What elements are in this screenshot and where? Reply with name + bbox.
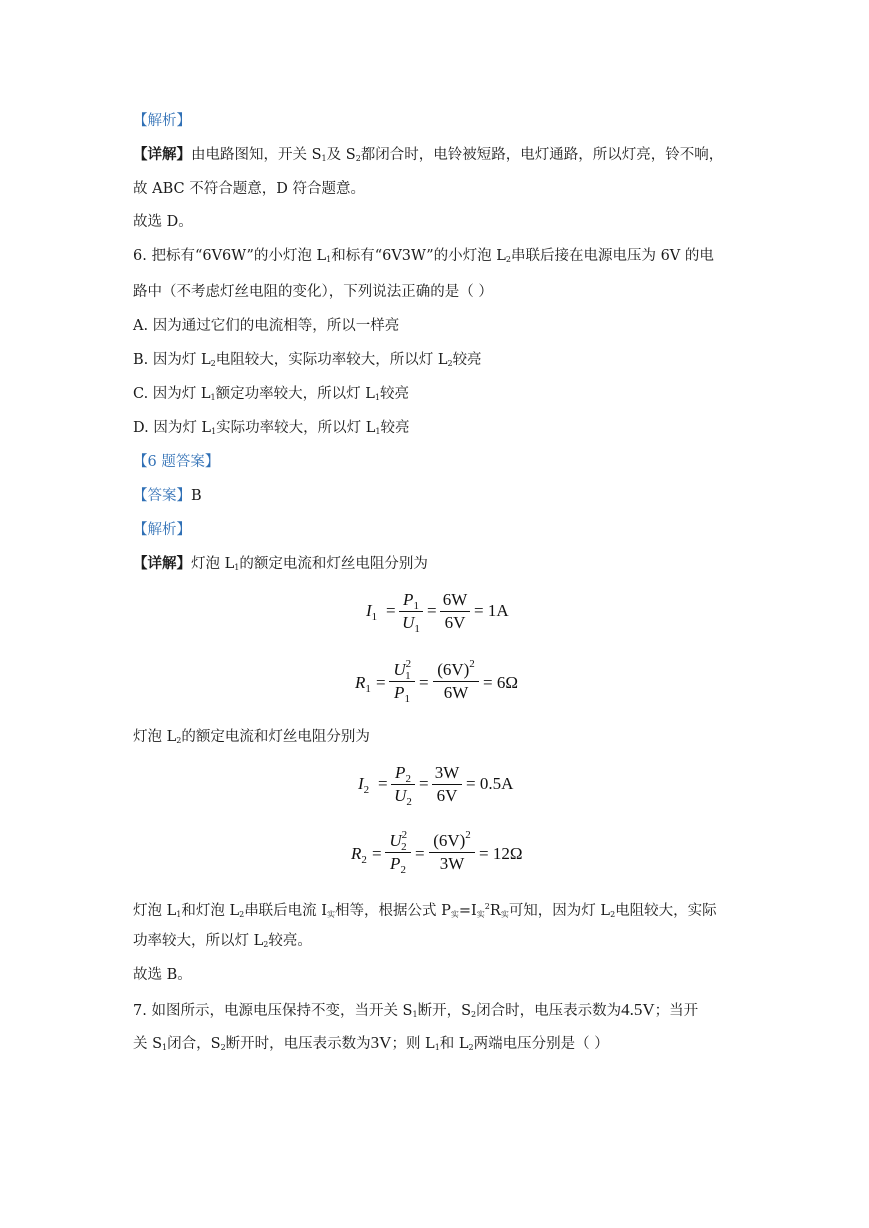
q6-stem-line-1: 6. 把标有“6V6W”的小灯泡 $L_1$和标有“6V3W”的小灯泡 $L_2$串联后接在电源电压为 6V 的电 — [133, 248, 714, 264]
equation-i1: $I_1$ = $P_1$ $U_1$ = 6W 6V = 1A — [366, 590, 509, 635]
q6-choose-answer: 故选 B。 — [133, 967, 192, 983]
q6-option-d: D. 因为灯 $L_1$实际功率较大，所以灯 $L_1$较亮 — [133, 420, 410, 436]
q6-stem-line-2: 路中（不考虑灯丝电阻的变化），下列说法正确的是（ ） — [133, 284, 493, 300]
equation-r1: $R_1$ = $U^2_1$ $P_1$ = $(6V)^2$ 6W = 6Ω — [355, 658, 518, 705]
analysis-tag: 【解析】 — [133, 113, 191, 129]
q7-stem-line-2: 关 $S_1$闭合，$S_2$断开时，电压表示数为3V；则 $L_1$和 $L_2$两端电压分别是（ ） — [133, 1033, 609, 1052]
q6-option-c: C. 因为灯 $L_1$额定功率较大，所以灯 $L_1$较亮 — [133, 386, 409, 402]
equation-r2: $R_2$ = $U^2_2$ $P_2$ = $(6V)^2$ 3W = 12Ω — [351, 829, 523, 876]
q6-answer: 【答案】B — [133, 488, 202, 504]
conclusion-line-1: 灯泡 $L_1$和灯泡 $L_2$串联后电流 $I_实$相等，根据公式 $P_实=I_实^2R_实$可知，因为灯 $L_2$电阻较大，实际 — [133, 902, 717, 919]
q6-option-a: A. 因为通过它们的电流相等，所以一样亮 — [133, 318, 400, 334]
q7-stem-line-1: 7. 如图所示，电源电压保持不变，当开关 $S_1$断开，$S_2$闭合时，电压表示数为4.5V；当开 — [133, 1000, 699, 1019]
detail-line-1: 【详解】由电路图知，开关 $S_1$及 $S_2$都闭合时，电铃被短路，电灯通路，所以灯亮，铃不响， — [133, 146, 724, 163]
q6-answer-header: 【6 题答案】 — [133, 454, 220, 470]
equation-i2: $I_2$ = $P_2$ $U_2$ = 3W 6V = 0.5A — [358, 763, 514, 808]
detail-tag: 【详解】 — [133, 146, 191, 163]
conclusion-line-2: 功率较大，所以灯 $L_2$较亮。 — [133, 933, 312, 949]
l2-intro-line: 灯泡 $L_2$的额定电流和灯丝电阻分别为 — [133, 729, 370, 745]
detail-line-2: 故 ABC 不符合题意，D 符合题意。 — [133, 181, 365, 197]
q6-option-b: B. 因为灯 $L_2$电阻较大，实际功率较大，所以灯 $L_2$较亮 — [133, 352, 482, 368]
q6-detail-line: 【详解】灯泡 $L_1$的额定电流和灯丝电阻分别为 — [133, 555, 428, 572]
q6-analysis-tag: 【解析】 — [133, 522, 191, 538]
choose-answer: 故选 D。 — [133, 214, 193, 230]
